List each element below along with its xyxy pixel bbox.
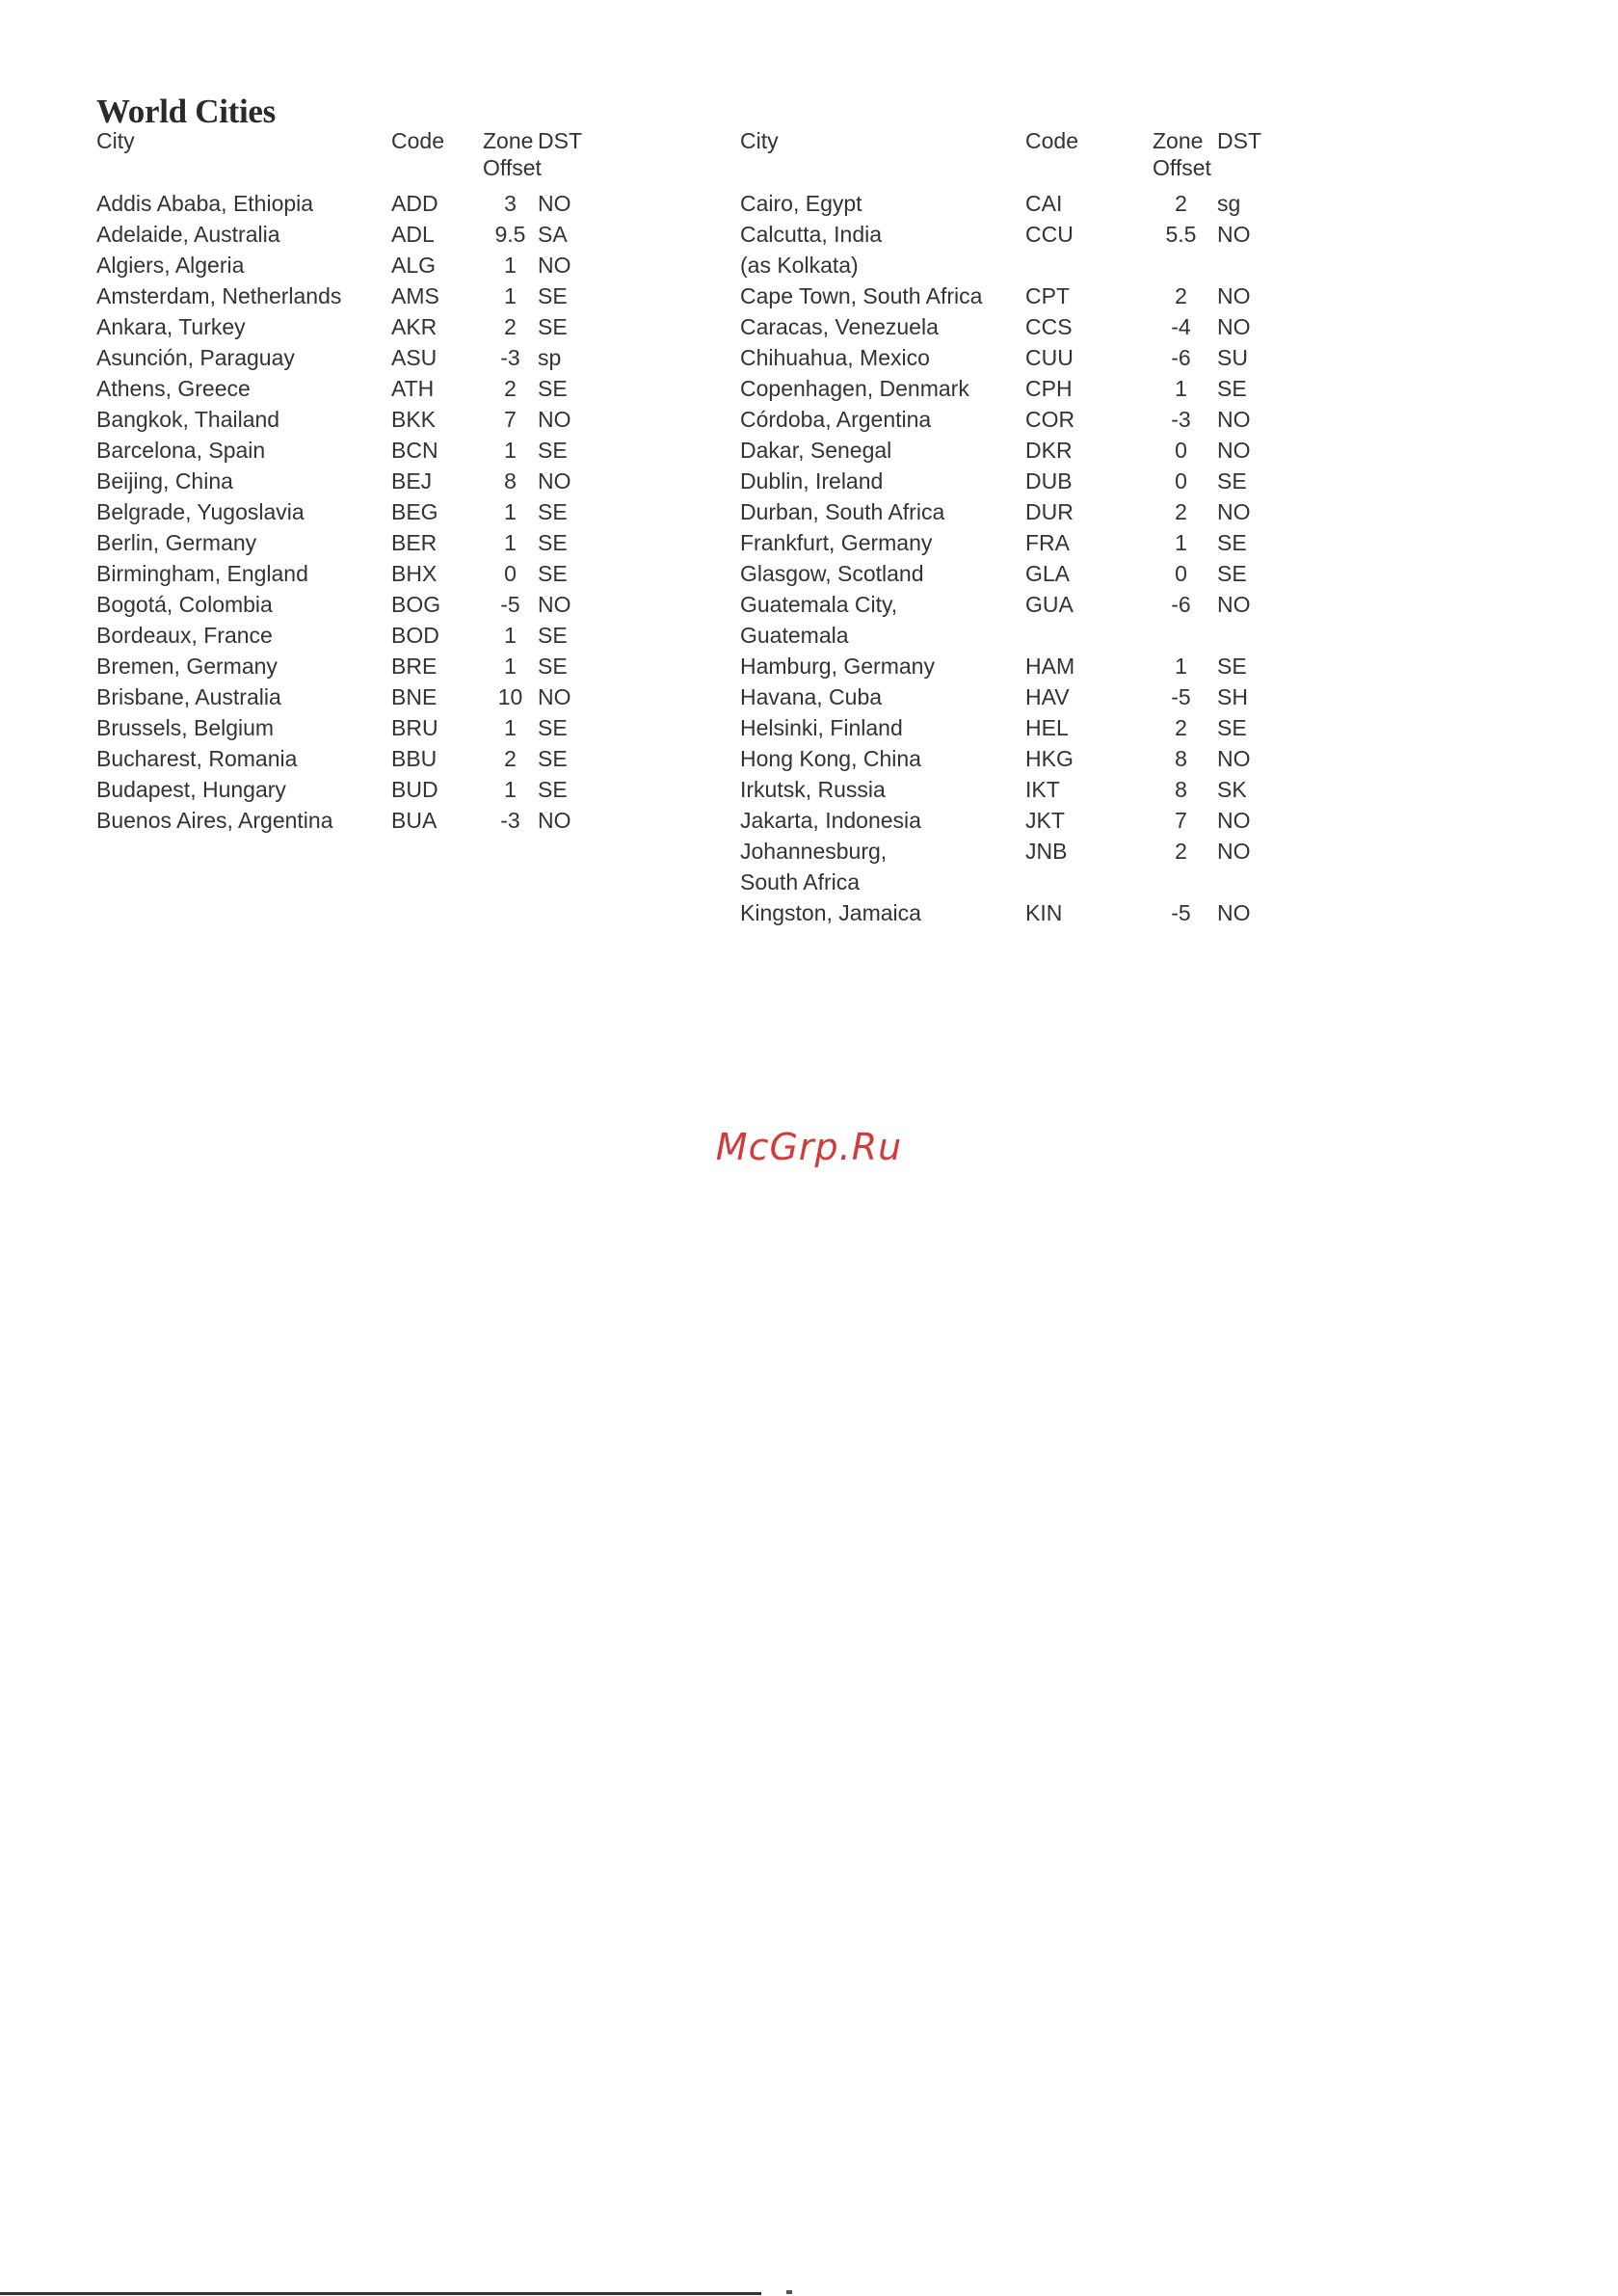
city-cell: Ankara, Turkey	[96, 314, 246, 339]
dst-cell	[1217, 867, 1357, 897]
footer-rule	[0, 2292, 761, 2295]
zone-offset-cell: 0	[504, 561, 517, 586]
code-cell: DUB	[1025, 468, 1073, 494]
code-cell: BOD	[391, 623, 439, 648]
code-cell: BEJ	[391, 468, 433, 494]
dst-cell: NO	[538, 253, 571, 278]
dst-cell: NO	[538, 468, 571, 494]
city-cell: Athens, Greece	[96, 376, 251, 401]
code-cell	[1025, 250, 1145, 280]
table-row	[740, 836, 1357, 867]
table-row	[96, 250, 675, 280]
city-cell: Hong Kong, China	[740, 746, 921, 771]
city-cell: Durban, South Africa	[740, 499, 945, 524]
table-row	[740, 867, 1357, 897]
code-cell: HEL	[1025, 715, 1069, 740]
zone-offset-cell: -5	[500, 592, 520, 617]
city-cell: Addis Ababa, Ethiopia	[96, 191, 314, 216]
zone-offset-cell: 2	[1175, 191, 1187, 216]
code-cell: HAM	[1025, 654, 1075, 679]
zone-offset-cell	[1145, 620, 1217, 651]
dst-cell: SE	[1217, 715, 1247, 740]
zone-offset-cell: 10	[497, 684, 523, 709]
dst-cell: NO	[538, 808, 571, 833]
table-row	[740, 311, 1357, 342]
dst-cell: NO	[1217, 283, 1251, 308]
table-row	[740, 805, 1357, 836]
city-cell: Bangkok, Thailand	[96, 407, 280, 432]
table-row	[96, 496, 675, 527]
zone-offset-cell: 1	[1175, 654, 1187, 679]
city-cell: Copenhagen, Denmark	[740, 376, 969, 401]
zone-offset-cell: 2	[1175, 715, 1187, 740]
table-row	[96, 280, 675, 311]
zone-offset-cell: 1	[504, 623, 517, 648]
zone-offset-cell: -3	[500, 808, 520, 833]
code-cell: ATH	[391, 376, 435, 401]
zone-offset-cell: 1	[1175, 376, 1187, 401]
zone-offset-cell: 8	[1175, 746, 1187, 771]
code-cell: ADL	[391, 222, 435, 247]
code-cell: BEG	[391, 499, 438, 524]
code-cell: CUU	[1025, 345, 1074, 370]
zone-offset-cell: 5.5	[1165, 222, 1197, 247]
dst-cell: SE	[1217, 530, 1247, 555]
dst-cell: NO	[1217, 314, 1251, 339]
code-cell: BOG	[391, 592, 441, 617]
zone-offset-cell: 1	[1175, 530, 1187, 555]
code-cell: BER	[391, 530, 438, 555]
table-row	[740, 897, 1357, 928]
dst-cell: SE	[1217, 376, 1247, 401]
code-cell	[1025, 620, 1145, 651]
table-row	[740, 342, 1357, 373]
city-cell: Budapest, Hungary	[96, 777, 286, 802]
city-cell: Algiers, Algeria	[96, 253, 245, 278]
dst-cell: SE	[538, 561, 568, 586]
dst-cell: SE	[538, 777, 568, 802]
zone-header-line1: Zone	[483, 128, 534, 153]
table-row	[740, 496, 1357, 527]
column-header-code: Code	[1025, 128, 1078, 153]
code-cell: COR	[1025, 407, 1075, 432]
city-cell: Helsinki, Finland	[740, 715, 903, 740]
table-row	[740, 681, 1357, 712]
table-row	[740, 527, 1357, 558]
city-cell: South Africa	[740, 869, 861, 894]
dst-cell: NO	[1217, 808, 1251, 833]
city-cell: Frankfurt, Germany	[740, 530, 933, 555]
column-header-dst: DST	[538, 128, 582, 153]
dst-cell: SK	[1217, 777, 1247, 802]
city-cell: Guatemala City,	[740, 592, 898, 617]
city-cell: Brussels, Belgium	[96, 715, 275, 740]
column-header-code: Code	[391, 128, 444, 153]
table-row	[96, 558, 675, 589]
dst-cell: SE	[538, 623, 568, 648]
dst-cell: NO	[538, 191, 571, 216]
zone-offset-cell	[1145, 250, 1217, 280]
column-header-city: City	[740, 128, 779, 153]
cities-table-left	[96, 127, 675, 836]
table-row	[740, 188, 1357, 219]
dst-cell: sp	[538, 345, 562, 370]
code-cell: BCN	[391, 438, 438, 463]
zone-offset-cell: 1	[504, 283, 517, 308]
zone-offset-cell: 2	[504, 376, 517, 401]
table-row	[740, 589, 1357, 620]
code-cell: DKR	[1025, 438, 1073, 463]
code-cell: GUA	[1025, 592, 1074, 617]
dst-cell: SE	[538, 654, 568, 679]
city-cell: Birmingham, England	[96, 561, 308, 586]
dst-cell: NO	[538, 592, 571, 617]
table-row	[740, 774, 1357, 805]
code-cell: BNE	[391, 684, 438, 709]
city-cell: Guatemala	[740, 623, 849, 648]
table-row	[740, 280, 1357, 311]
code-cell: IKT	[1025, 777, 1060, 802]
code-cell: CPT	[1025, 283, 1070, 308]
dst-cell: SE	[538, 438, 568, 463]
code-cell: BUD	[391, 777, 438, 802]
dst-cell: NO	[1217, 900, 1251, 925]
zone-offset-cell: 8	[1175, 777, 1187, 802]
code-cell: AMS	[391, 283, 439, 308]
dst-cell: SE	[538, 283, 568, 308]
dst-cell: SE	[538, 715, 568, 740]
zone-offset-cell: -4	[1171, 314, 1191, 339]
zone-offset-cell: 0	[1175, 561, 1187, 586]
column-header-zone-offset	[1145, 127, 1217, 188]
code-cell: HAV	[1025, 684, 1070, 709]
table-row	[96, 435, 675, 466]
zone-header-line1: Zone	[1153, 128, 1204, 153]
table-row	[740, 466, 1357, 496]
code-cell: CCS	[1025, 314, 1073, 339]
code-cell: BBU	[391, 746, 438, 771]
zone-offset-cell: 7	[504, 407, 517, 432]
city-cell: Hamburg, Germany	[740, 654, 935, 679]
dst-cell: SE	[538, 499, 568, 524]
table-row	[740, 743, 1357, 774]
table-row	[96, 219, 675, 250]
city-cell: Johannesburg,	[740, 839, 888, 864]
table-row	[96, 404, 675, 435]
table-row	[96, 805, 675, 836]
city-cell: Chihuahua, Mexico	[740, 345, 930, 370]
table-row	[96, 373, 675, 404]
city-cell: (as Kolkata)	[740, 253, 859, 278]
city-cell: Dakar, Senegal	[740, 438, 892, 463]
zone-offset-cell: 2	[504, 746, 517, 771]
zone-offset-cell: 2	[1175, 499, 1187, 524]
dst-cell: NO	[1217, 222, 1251, 247]
dst-cell	[1217, 620, 1357, 651]
zone-offset-cell: -5	[1171, 684, 1191, 709]
zone-offset-cell: -5	[1171, 900, 1191, 925]
zone-offset-cell: -3	[1171, 407, 1191, 432]
table-row	[96, 681, 675, 712]
table-header-row	[740, 127, 1357, 188]
zone-offset-cell: 1	[504, 253, 517, 278]
zone-offset-cell: -6	[1171, 592, 1191, 617]
dst-cell: SE	[1217, 468, 1247, 494]
table-row	[96, 651, 675, 681]
code-cell: BRU	[391, 715, 438, 740]
code-cell: CCU	[1025, 222, 1074, 247]
city-cell: Havana, Cuba	[740, 684, 883, 709]
code-cell: DUR	[1025, 499, 1074, 524]
code-cell: GLA	[1025, 561, 1071, 586]
zone-offset-cell: 0	[1175, 468, 1187, 494]
dst-cell: SE	[538, 530, 568, 555]
code-cell: ALG	[391, 253, 437, 278]
table-header-row	[96, 127, 675, 188]
city-cell: Cape Town, South Africa	[740, 283, 983, 308]
dst-cell: NO	[1217, 746, 1251, 771]
table-row	[96, 466, 675, 496]
zone-offset-cell: 7	[1175, 808, 1187, 833]
code-cell: ADD	[391, 191, 438, 216]
column-header-city: City	[96, 128, 135, 153]
column-header-zone-offset	[483, 127, 542, 188]
dst-cell: SE	[538, 376, 568, 401]
table-row	[96, 743, 675, 774]
code-cell	[1025, 867, 1145, 897]
dst-cell: SE	[538, 746, 568, 771]
code-cell: AKR	[391, 314, 438, 339]
city-cell: Glasgow, Scotland	[740, 561, 924, 586]
code-cell: CPH	[1025, 376, 1073, 401]
city-cell: Bogotá, Colombia	[96, 592, 273, 617]
zone-offset-cell: 9.5	[494, 222, 526, 247]
zone-offset-cell: 1	[504, 777, 517, 802]
table-row	[96, 620, 675, 651]
table-row	[740, 620, 1357, 651]
code-cell: JKT	[1025, 808, 1065, 833]
city-cell: Amsterdam, Netherlands	[96, 283, 342, 308]
table-row	[96, 712, 675, 743]
table-row	[96, 527, 675, 558]
code-cell: ASU	[391, 345, 438, 370]
city-cell: Belgrade, Yugoslavia	[96, 499, 305, 524]
code-cell: FRA	[1025, 530, 1070, 555]
table-row	[96, 589, 675, 620]
zone-offset-cell: 3	[504, 191, 517, 216]
city-cell: Cairo, Egypt	[740, 191, 862, 216]
table-row	[740, 219, 1357, 250]
zone-offset-cell	[1145, 867, 1217, 897]
dst-cell: NO	[1217, 839, 1251, 864]
dst-cell	[1217, 250, 1357, 280]
table-body-right	[740, 188, 1357, 928]
city-cell: Jakarta, Indonesia	[740, 808, 921, 833]
dst-cell: NO	[1217, 499, 1251, 524]
dst-cell: SE	[1217, 561, 1247, 586]
city-cell: Calcutta, India	[740, 222, 883, 247]
table-body-left	[96, 188, 675, 836]
table-row	[740, 712, 1357, 743]
city-cell: Brisbane, Australia	[96, 684, 281, 709]
zone-offset-cell: 1	[504, 530, 517, 555]
cities-table-right	[740, 127, 1357, 928]
code-cell: BKK	[391, 407, 437, 432]
table-row	[96, 774, 675, 805]
table-row	[740, 558, 1357, 589]
zone-offset-cell: 1	[504, 499, 517, 524]
city-cell: Adelaide, Australia	[96, 222, 280, 247]
code-cell: BUA	[391, 808, 438, 833]
zone-offset-cell: -6	[1171, 345, 1191, 370]
watermark-text: McGrp.Ru	[715, 1126, 903, 1168]
city-cell: Asunción, Paraguay	[96, 345, 295, 370]
code-cell: CAI	[1025, 191, 1063, 216]
table-row	[740, 404, 1357, 435]
zone-offset-cell: 2	[1175, 839, 1187, 864]
column-header-dst: DST	[1217, 128, 1261, 153]
city-cell: Dublin, Ireland	[740, 468, 884, 494]
dst-cell: SA	[538, 222, 568, 247]
table-row	[96, 342, 675, 373]
zone-offset-cell: 1	[504, 654, 517, 679]
table-row	[740, 651, 1357, 681]
zone-offset-cell: 2	[504, 314, 517, 339]
city-cell: Berlin, Germany	[96, 530, 257, 555]
dst-cell: SU	[1217, 345, 1248, 370]
city-cell: Barcelona, Spain	[96, 438, 266, 463]
zone-header-line2: Offset	[483, 155, 542, 180]
zone-offset-cell: 1	[504, 438, 517, 463]
dst-cell: NO	[1217, 438, 1251, 463]
city-cell: Bucharest, Romania	[96, 746, 298, 771]
dst-cell: SE	[538, 314, 568, 339]
table-row	[740, 373, 1357, 404]
dst-cell: SH	[1217, 684, 1248, 709]
zone-offset-cell: -3	[500, 345, 520, 370]
table-row	[740, 250, 1357, 280]
zone-offset-cell: 2	[1175, 283, 1187, 308]
zone-offset-cell: 1	[504, 715, 517, 740]
zone-header-line2: Offset	[1153, 155, 1211, 180]
code-cell: BRE	[391, 654, 438, 679]
city-cell: Irkutsk, Russia	[740, 777, 886, 802]
zone-offset-cell: 8	[504, 468, 517, 494]
city-cell: Bordeaux, France	[96, 623, 273, 648]
table-row	[740, 435, 1357, 466]
code-cell: KIN	[1025, 900, 1063, 925]
code-cell: BHX	[391, 561, 438, 586]
dst-cell: NO	[538, 407, 571, 432]
code-cell: JNB	[1025, 839, 1068, 864]
city-cell: Buenos Aires, Argentina	[96, 808, 333, 833]
zone-offset-cell: 0	[1175, 438, 1187, 463]
dst-cell: NO	[538, 684, 571, 709]
page-title: World Cities	[96, 93, 276, 130]
dst-cell: SE	[1217, 654, 1247, 679]
dst-cell: NO	[1217, 407, 1251, 432]
dst-cell: sg	[1217, 191, 1241, 216]
code-cell: HKG	[1025, 746, 1074, 771]
footer-mark	[786, 2290, 792, 2294]
city-cell: Beijing, China	[96, 468, 233, 494]
city-cell: Bremen, Germany	[96, 654, 278, 679]
city-cell: Córdoba, Argentina	[740, 407, 932, 432]
dst-cell: NO	[1217, 592, 1251, 617]
table-row	[96, 311, 675, 342]
table-row	[96, 188, 675, 219]
city-cell: Kingston, Jamaica	[740, 900, 921, 925]
city-cell: Caracas, Venezuela	[740, 314, 939, 339]
